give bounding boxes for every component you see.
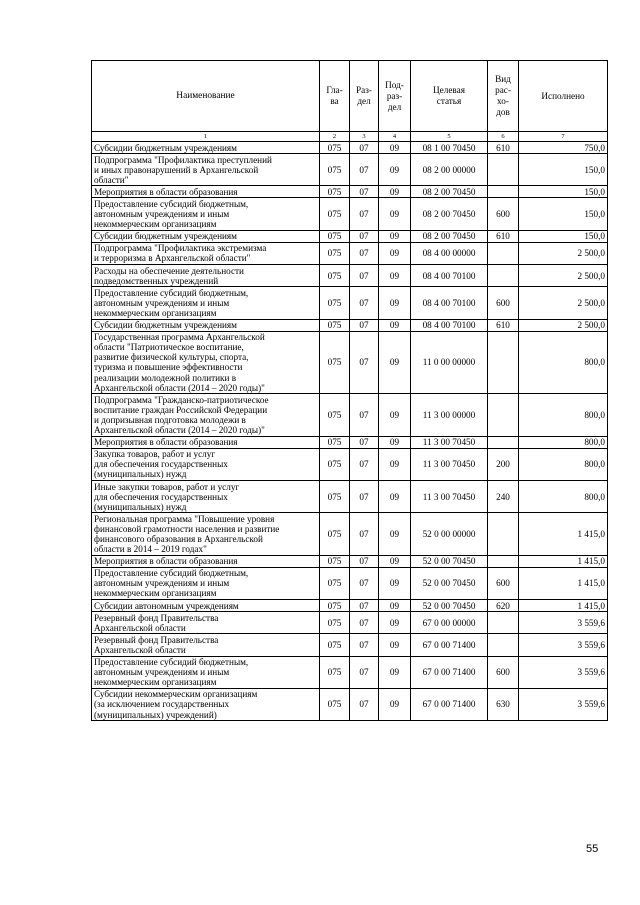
name-line: области "Патриотическое воспитание, — [94, 342, 244, 353]
cell-subsection: 09 — [379, 198, 411, 230]
cell-expense-type — [488, 265, 519, 287]
cell-chapter: 075 — [320, 600, 350, 612]
cell-name — [92, 319, 320, 331]
cell-expense-type — [488, 186, 519, 198]
cell-target-article: 11 0 00 00000 — [411, 331, 488, 394]
header-text-line: ва — [330, 96, 339, 106]
cell-name — [92, 186, 320, 198]
name-line: некоммерческим организациям — [94, 219, 217, 230]
name-line: автономным учреждениям и иным — [94, 667, 230, 678]
cell-expense-type: 610 — [488, 230, 519, 242]
cell-target-article: 52 0 00 70450 — [411, 600, 488, 612]
cell-section: 07 — [350, 142, 379, 154]
table-row — [92, 394, 608, 436]
cell-executed: 800,0 — [519, 436, 608, 448]
table-row — [92, 555, 608, 567]
cell-chapter: 075 — [320, 634, 350, 656]
cell-subsection: 09 — [379, 634, 411, 656]
name-line: подведомственных учреждений — [94, 275, 219, 286]
table-row — [92, 287, 608, 319]
table-row — [92, 513, 608, 555]
column-number: 2 — [320, 132, 350, 142]
table-row — [92, 567, 608, 599]
name-line: Субсидии бюджетным учреждениям — [94, 142, 237, 153]
cell-section: 07 — [350, 656, 379, 688]
cell-target-article: 08 4 00 00000 — [411, 242, 488, 264]
cell-expense-type — [488, 513, 519, 555]
cell-executed: 750,0 — [519, 142, 608, 154]
header-text-line: дел — [387, 101, 402, 112]
cell-chapter: 075 — [320, 448, 350, 480]
cell-chapter: 075 — [320, 513, 350, 555]
cell-subsection: 09 — [379, 230, 411, 242]
cell-subsection: 09 — [379, 600, 411, 612]
name-line: Государственная программа Архангельской — [94, 332, 265, 343]
header-text-line: Исполнено — [541, 90, 585, 101]
cell-name — [92, 230, 320, 242]
name-line: Подпрограмма "Профилактика экстремизма — [94, 243, 267, 254]
name-line: (за исключением государственных — [94, 699, 230, 710]
cell-section: 07 — [350, 242, 379, 264]
cell-target-article: 11 3 00 70450 — [411, 481, 488, 513]
table-row — [92, 448, 608, 480]
cell-executed: 150,0 — [519, 198, 608, 230]
cell-section: 07 — [350, 198, 379, 230]
cell-executed: 2 500,0 — [519, 265, 608, 287]
cell-chapter: 075 — [320, 436, 350, 448]
cell-chapter: 075 — [320, 265, 350, 287]
cell-chapter: 075 — [320, 230, 350, 242]
cell-section: 07 — [350, 265, 379, 287]
cell-chapter: 075 — [320, 555, 350, 567]
header-executed — [519, 61, 608, 132]
table-row — [92, 230, 608, 242]
cell-target-article: 11 3 00 70450 — [411, 436, 488, 448]
cell-executed: 3 559,6 — [519, 656, 608, 688]
name-line: Архангельской области — [94, 644, 186, 655]
cell-subsection: 09 — [379, 319, 411, 331]
name-line: (муниципальных) нужд — [94, 501, 187, 512]
column-number: 4 — [379, 132, 411, 142]
name-line: Предоставление субсидий бюджетным, — [94, 287, 249, 298]
cell-name — [92, 448, 320, 480]
cell-subsection: 09 — [379, 331, 411, 394]
cell-subsection: 09 — [379, 513, 411, 555]
table-row — [92, 481, 608, 513]
cell-subsection: 09 — [379, 242, 411, 264]
header-text-line: Вид — [495, 74, 511, 84]
cell-executed: 3 559,6 — [519, 612, 608, 634]
cell-section: 07 — [350, 688, 379, 720]
name-line: и допризывная подготовка молодежи в — [94, 414, 246, 425]
cell-section: 07 — [350, 612, 379, 634]
cell-target-article: 67 0 00 71400 — [411, 634, 488, 656]
header-target-article — [411, 61, 488, 132]
cell-executed: 3 559,6 — [519, 688, 608, 720]
cell-name — [92, 154, 320, 186]
cell-subsection: 09 — [379, 265, 411, 287]
name-line: туризма и повышение эффективности — [94, 362, 243, 373]
table-row — [92, 242, 608, 264]
cell-section: 07 — [350, 319, 379, 331]
name-line: для обеспечения государственных — [94, 459, 228, 470]
name-line: развитие физической культуры, спорта, — [94, 352, 249, 363]
name-line: области в 2014 – 2019 годах" — [94, 544, 207, 555]
name-line: Субсидии автономным учреждениям — [94, 600, 239, 611]
header-text-line: раз- — [386, 90, 403, 101]
cell-section: 07 — [350, 230, 379, 242]
cell-expense-type: 620 — [488, 600, 519, 612]
cell-subsection: 09 — [379, 555, 411, 567]
cell-chapter: 075 — [320, 481, 350, 513]
name-line: и иных правонарушений в Архангельской — [94, 164, 259, 175]
table-row — [92, 265, 608, 287]
name-line: (муниципальных) нужд — [94, 469, 187, 480]
name-line: Субсидии бюджетным учреждениям — [94, 231, 237, 242]
cell-name — [92, 567, 320, 599]
table-row — [92, 656, 608, 688]
cell-expense-type: 600 — [488, 198, 519, 230]
cell-name — [92, 394, 320, 436]
cell-executed: 800,0 — [519, 394, 608, 436]
cell-name — [92, 331, 320, 394]
name-line: Субсидии некоммерческим организациям — [94, 689, 258, 700]
cell-target-article: 08 4 00 70100 — [411, 287, 488, 319]
name-line: Архангельской области (2014 – 2020 годы)" — [94, 382, 265, 393]
name-line: некоммерческим организациям — [94, 677, 217, 688]
name-line: Субсидии бюджетным учреждениям — [94, 320, 237, 331]
cell-chapter: 075 — [320, 186, 350, 198]
cell-name — [92, 287, 320, 319]
cell-name — [92, 612, 320, 634]
budget-table — [91, 60, 608, 721]
cell-section: 07 — [350, 513, 379, 555]
header-section — [350, 61, 379, 132]
name-line: Резервный фонд Правительства — [94, 634, 219, 645]
column-number: 3 — [350, 132, 379, 142]
cell-subsection: 09 — [379, 448, 411, 480]
name-line: финансовой грамотности населения и развитие — [94, 523, 280, 534]
cell-name — [92, 198, 320, 230]
cell-target-article: 52 0 00 70450 — [411, 567, 488, 599]
cell-section: 07 — [350, 600, 379, 612]
name-line: Предоставление субсидий бюджетным, — [94, 568, 249, 579]
cell-subsection: 09 — [379, 142, 411, 154]
cell-executed: 1 415,0 — [519, 600, 608, 612]
cell-subsection: 09 — [379, 436, 411, 448]
cell-executed: 150,0 — [519, 154, 608, 186]
table-row — [92, 436, 608, 448]
header-text-line: Под- — [385, 79, 404, 90]
table-row — [92, 600, 608, 612]
cell-name — [92, 513, 320, 555]
cell-chapter: 075 — [320, 242, 350, 264]
cell-executed: 1 415,0 — [519, 555, 608, 567]
cell-subsection: 09 — [379, 481, 411, 513]
cell-chapter: 075 — [320, 198, 350, 230]
header-name — [92, 61, 320, 132]
name-line: Закупка товаров, работ и услуг — [94, 449, 216, 460]
name-line: Мероприятия в области образования — [94, 437, 238, 448]
column-number-row — [92, 132, 608, 142]
cell-expense-type: 610 — [488, 142, 519, 154]
cell-chapter: 075 — [320, 394, 350, 436]
cell-target-article: 08 4 00 70100 — [411, 265, 488, 287]
cell-target-article: 67 0 00 00000 — [411, 612, 488, 634]
header-text-line: Гла- — [326, 85, 343, 95]
cell-chapter: 075 — [320, 656, 350, 688]
cell-executed: 800,0 — [519, 331, 608, 394]
cell-section: 07 — [350, 186, 379, 198]
table-row — [92, 198, 608, 230]
cell-expense-type: 600 — [488, 567, 519, 599]
name-line: Архангельской области (2014 – 2020 годы)" — [94, 425, 265, 436]
name-line: области" — [94, 174, 129, 185]
name-line: автономным учреждениям и иным — [94, 578, 230, 589]
cell-expense-type: 600 — [488, 287, 519, 319]
header-chapter — [320, 61, 350, 132]
name-line: финансового образования в Архангельской — [94, 534, 263, 544]
table-row — [92, 612, 608, 634]
cell-target-article: 52 0 00 70450 — [411, 555, 488, 567]
name-line: Предоставление субсидий бюджетным, — [94, 198, 249, 209]
column-number: 7 — [519, 132, 608, 142]
cell-section: 07 — [350, 567, 379, 599]
cell-target-article: 08 2 00 70450 — [411, 198, 488, 230]
table-row — [92, 331, 608, 394]
name-line: Подпрограмма "Профилактика преступлений — [94, 154, 272, 165]
header-text-line: статья — [436, 96, 462, 106]
name-line: реализации молодежной политики в — [94, 372, 237, 383]
cell-expense-type — [488, 331, 519, 394]
name-line: Мероприятия в области образования — [94, 186, 238, 197]
cell-name — [92, 242, 320, 264]
table-body — [92, 142, 608, 721]
cell-target-article: 11 3 00 70450 — [411, 448, 488, 480]
cell-section: 07 — [350, 331, 379, 394]
cell-subsection: 09 — [379, 287, 411, 319]
cell-expense-type — [488, 394, 519, 436]
name-line: Подпрограмма "Гражданско-патриотическое — [94, 394, 269, 405]
name-line: Расходы на обеспечение деятельности — [94, 265, 244, 276]
column-number: 5 — [411, 132, 488, 142]
cell-executed: 800,0 — [519, 481, 608, 513]
header-subsection — [379, 61, 411, 132]
column-number: 6 — [488, 132, 519, 142]
table-row — [92, 319, 608, 331]
cell-executed: 2 500,0 — [519, 287, 608, 319]
cell-section: 07 — [350, 481, 379, 513]
header-row — [92, 61, 608, 132]
cell-section: 07 — [350, 154, 379, 186]
cell-expense-type — [488, 154, 519, 186]
cell-subsection: 09 — [379, 394, 411, 436]
cell-target-article: 08 1 00 70450 — [411, 142, 488, 154]
name-line: Предоставление субсидий бюджетным, — [94, 657, 249, 668]
header-text-line: дел — [357, 96, 371, 106]
header-text-line: Раз- — [356, 85, 372, 95]
name-line: и терроризма в Архангельской области" — [94, 253, 251, 264]
cell-subsection: 09 — [379, 688, 411, 720]
cell-executed: 150,0 — [519, 230, 608, 242]
name-line: Региональная программа "Повышение уровня — [94, 513, 275, 524]
cell-executed: 2 500,0 — [519, 242, 608, 264]
cell-chapter: 075 — [320, 612, 350, 634]
cell-name — [92, 688, 320, 720]
name-line: автономным учреждениям и иным — [94, 209, 230, 220]
cell-chapter: 075 — [320, 154, 350, 186]
cell-section: 07 — [350, 436, 379, 448]
cell-section: 07 — [350, 448, 379, 480]
cell-section: 07 — [350, 394, 379, 436]
header-text-line: Наименование — [176, 90, 235, 101]
cell-chapter: 075 — [320, 688, 350, 720]
cell-expense-type: 630 — [488, 688, 519, 720]
table-row — [92, 186, 608, 198]
cell-expense-type — [488, 634, 519, 656]
cell-name — [92, 481, 320, 513]
cell-name — [92, 142, 320, 154]
cell-name — [92, 600, 320, 612]
cell-subsection: 09 — [379, 186, 411, 198]
cell-name — [92, 555, 320, 567]
name-line: (муниципальных) учреждений) — [94, 709, 217, 720]
cell-executed: 800,0 — [519, 448, 608, 480]
cell-chapter: 075 — [320, 567, 350, 599]
name-line: автономным учреждениям и иным — [94, 297, 230, 308]
cell-executed: 2 500,0 — [519, 319, 608, 331]
header-expense-type — [488, 61, 519, 132]
name-line: Резервный фонд Правительства — [94, 612, 219, 623]
cell-subsection: 09 — [379, 154, 411, 186]
cell-expense-type — [488, 242, 519, 264]
cell-target-article: 08 4 00 70100 — [411, 319, 488, 331]
header-text-line: рас- — [495, 85, 511, 95]
name-line: некоммерческим организациям — [94, 307, 217, 318]
name-line: некоммерческим организациям — [94, 588, 217, 599]
cell-section: 07 — [350, 634, 379, 656]
cell-target-article: 08 2 00 00000 — [411, 154, 488, 186]
cell-target-article: 67 0 00 71400 — [411, 688, 488, 720]
cell-name — [92, 634, 320, 656]
cell-chapter: 075 — [320, 142, 350, 154]
header-text-line: Целевая — [433, 85, 465, 95]
cell-subsection: 09 — [379, 612, 411, 634]
cell-expense-type — [488, 436, 519, 448]
cell-section: 07 — [350, 287, 379, 319]
cell-target-article: 52 0 00 00000 — [411, 513, 488, 555]
cell-target-article: 08 2 00 70450 — [411, 230, 488, 242]
table-row — [92, 688, 608, 720]
cell-target-article: 67 0 00 71400 — [411, 656, 488, 688]
table-row — [92, 142, 608, 154]
column-number: 1 — [92, 132, 320, 142]
cell-executed: 1 415,0 — [519, 567, 608, 599]
cell-chapter: 075 — [320, 319, 350, 331]
cell-expense-type: 240 — [488, 481, 519, 513]
cell-name — [92, 656, 320, 688]
header-text-line: дов — [496, 107, 510, 117]
cell-expense-type: 600 — [488, 656, 519, 688]
name-line: для обеспечения государственных — [94, 491, 228, 502]
cell-name — [92, 265, 320, 287]
cell-expense-type — [488, 612, 519, 634]
cell-executed: 1 415,0 — [519, 513, 608, 555]
cell-expense-type: 200 — [488, 448, 519, 480]
page-number: 55 — [586, 843, 599, 855]
cell-chapter: 075 — [320, 287, 350, 319]
name-line: воспитание граждан Российской Федерации — [94, 404, 268, 415]
cell-section: 07 — [350, 555, 379, 567]
cell-chapter: 075 — [320, 331, 350, 394]
cell-subsection: 09 — [379, 567, 411, 599]
cell-target-article: 11 3 00 00000 — [411, 394, 488, 436]
cell-executed: 3 559,6 — [519, 634, 608, 656]
cell-expense-type — [488, 555, 519, 567]
cell-subsection: 09 — [379, 656, 411, 688]
name-line: Архангельской области — [94, 622, 186, 633]
cell-target-article: 08 2 00 70450 — [411, 186, 488, 198]
table-row — [92, 154, 608, 186]
cell-executed: 150,0 — [519, 186, 608, 198]
table-row — [92, 634, 608, 656]
name-line: Мероприятия в области образования — [94, 556, 238, 567]
cell-expense-type: 610 — [488, 319, 519, 331]
cell-name — [92, 436, 320, 448]
name-line: Иные закупки товаров, работ и услуг — [94, 481, 240, 492]
header-text-line: хо- — [497, 96, 509, 106]
